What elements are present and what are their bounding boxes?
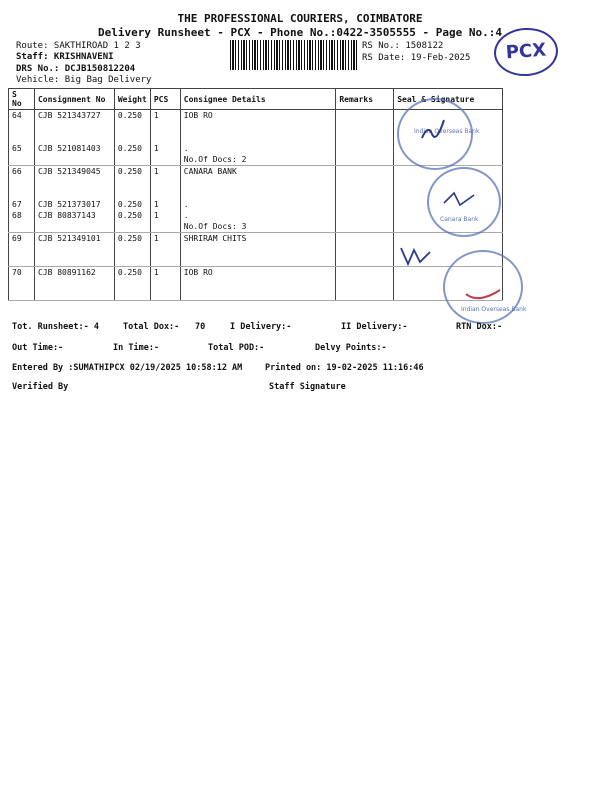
cell-line: 66 — [12, 167, 22, 176]
drs-number: DRS No.: DCJB150812204 — [16, 64, 136, 74]
rs-number: RS No.: 1508122 — [362, 41, 444, 51]
cell-line: 1 — [153, 200, 159, 209]
cell-remarks — [336, 110, 394, 166]
i-delivery: I Delivery:- — [230, 322, 292, 332]
cell-line: 0.250 — [117, 167, 142, 176]
cell-line — [154, 289, 177, 300]
cell-line — [118, 121, 147, 132]
cell-line — [154, 278, 177, 289]
cell-line: CJB 521373017 — [37, 200, 101, 209]
cell-line: No.Of Docs: 3 — [183, 222, 247, 231]
cell-line — [38, 278, 111, 289]
cell-weight — [114, 110, 150, 166]
cell-detail — [180, 267, 336, 301]
staff-label: Staff: KRISHNAVENI — [16, 52, 114, 62]
cell-line: CJB 521349101 — [37, 234, 101, 243]
cell-line: CJB 521349045 — [37, 167, 101, 176]
cell-line — [38, 221, 111, 232]
vehicle-label: Vehicle: Big Bag Delivery — [16, 75, 152, 85]
cell-cn — [34, 110, 114, 166]
signature-4 — [464, 286, 504, 306]
cell-line — [154, 154, 177, 165]
cell-line: 1 — [153, 167, 159, 176]
column-header: PCS — [150, 89, 180, 110]
cell-line — [154, 188, 177, 199]
document-title: THE PROFESSIONAL COURIERS, COIMBATORE — [177, 12, 423, 25]
cell-line: IOB RO — [183, 268, 213, 277]
cell-line: No.Of Docs: 2 — [183, 155, 247, 164]
runsheet-subtitle: Delivery Runsheet - PCX - Phone No.:0422-3505555 - Page No.:4 — [98, 26, 502, 39]
in-time: In Time:- — [113, 343, 160, 353]
printed-on: Printed on: 19-02-2025 11:16:46 — [265, 363, 424, 373]
iob-seal-text: Indian Overseas Bank — [414, 128, 480, 135]
column-header: Seal & Signature — [394, 89, 503, 110]
cell-line — [184, 289, 333, 300]
cell-line — [38, 244, 111, 255]
cell-detail — [180, 166, 336, 233]
cell-line: CJB 80891162 — [37, 268, 96, 277]
cell-line — [118, 132, 147, 143]
ii-delivery: II Delivery:- — [341, 322, 408, 332]
rtn-dox: RTN Dox:- — [456, 322, 503, 332]
cell-line — [12, 289, 31, 300]
cell-line — [12, 154, 31, 165]
cell-line — [184, 121, 333, 132]
delvy-points: Delvy Points:- — [315, 343, 387, 353]
cell-weight — [114, 233, 150, 267]
cell-line — [118, 177, 147, 188]
cell-line: 1 — [153, 144, 159, 153]
cell-line — [12, 177, 31, 188]
rs-date: RS Date: 19-Feb-2025 — [362, 53, 471, 63]
cell-remarks — [336, 267, 394, 301]
cell-line — [12, 188, 31, 199]
signature-2 — [440, 185, 480, 215]
cell-line: 0.250 — [117, 234, 142, 243]
cell-line — [38, 121, 111, 132]
cell-line — [12, 255, 31, 266]
entered-by: Entered By :SUMATHIPCX 02/19/2025 10:58:12 AM — [12, 363, 243, 373]
cell-line: CANARA BANK — [183, 167, 237, 176]
cell-line: SHRIRAM CHITS — [183, 234, 247, 243]
cell-line: CJB 80837143 — [37, 211, 96, 220]
cell-line — [12, 244, 31, 255]
cell-line — [12, 221, 31, 232]
signature-3 — [398, 244, 434, 270]
cell-pcs — [150, 233, 180, 267]
column-header: Consignment No — [34, 89, 114, 110]
column-header: Remarks — [336, 89, 394, 110]
cell-detail — [180, 233, 336, 267]
cell-line — [12, 278, 31, 289]
cell-weight — [114, 166, 150, 233]
cell-line: 1 — [153, 234, 159, 243]
cell-sno — [9, 166, 35, 233]
total-runsheet: Tot. Runsheet:- 4 — [12, 322, 99, 332]
cell-line — [154, 121, 177, 132]
cell-pcs — [150, 267, 180, 301]
cell-line: . — [183, 144, 189, 153]
total-dox-value: 70 — [195, 322, 206, 332]
total-pod: Total POD:- — [208, 343, 265, 353]
out-time: Out Time:- — [12, 343, 64, 353]
cell-line — [154, 255, 177, 266]
cell-line: CJB 521343727 — [37, 111, 101, 120]
pcx-stamp: PCX — [492, 26, 559, 78]
route-label: Route: SAKTHIROAD 1 2 3 — [16, 41, 141, 51]
cell-line: 1 — [153, 111, 159, 120]
cell-line: 1 — [153, 211, 159, 220]
cell-line — [154, 177, 177, 188]
cell-line — [184, 244, 333, 255]
cell-line — [118, 154, 147, 165]
cell-line — [38, 289, 111, 300]
cell-line: CJB 521081403 — [37, 144, 101, 153]
cell-line — [118, 255, 147, 266]
cell-line: . — [183, 200, 189, 209]
cell-line — [184, 132, 333, 143]
cell-line: 0.250 — [117, 200, 142, 209]
cell-line — [118, 221, 147, 232]
cell-line — [118, 278, 147, 289]
cell-line: 0.250 — [117, 268, 142, 277]
cell-sno — [9, 233, 35, 267]
cell-sno — [9, 267, 35, 301]
cell-line — [154, 132, 177, 143]
cell-line: 0.250 — [117, 111, 142, 120]
column-header: Weight — [114, 89, 150, 110]
cell-line — [184, 278, 333, 289]
cell-line — [118, 244, 147, 255]
cell-remarks — [336, 233, 394, 267]
cell-line: 70 — [12, 268, 22, 277]
cell-line: IOB RO — [183, 111, 213, 120]
cell-cn — [34, 166, 114, 233]
cell-line — [118, 188, 147, 199]
cell-pcs — [150, 110, 180, 166]
cell-line: 65 — [12, 144, 22, 153]
cell-line — [118, 289, 147, 300]
staff-signature: Staff Signature — [269, 382, 346, 392]
cell-line — [38, 188, 111, 199]
cell-line: 64 — [12, 111, 22, 120]
cell-line — [38, 255, 111, 266]
cell-cn — [34, 267, 114, 301]
cell-line — [12, 132, 31, 143]
iob-seal-text-2: Indian Overseas Bank — [461, 306, 527, 313]
cell-pcs — [150, 166, 180, 233]
cell-line: 1 — [153, 268, 159, 277]
cell-line: 0.250 — [117, 144, 142, 153]
cell-line — [38, 177, 111, 188]
cell-sno — [9, 110, 35, 166]
cell-line: 67 — [12, 200, 22, 209]
cell-line — [184, 177, 333, 188]
cell-line: 0.250 — [117, 211, 142, 220]
cell-line — [12, 121, 31, 132]
canara-seal-text: Canara Bank — [440, 216, 479, 223]
cell-line — [38, 132, 111, 143]
signature-1 — [418, 116, 448, 146]
cell-line: 68 — [12, 211, 22, 220]
column-header: S No — [9, 89, 35, 110]
cell-cn — [34, 233, 114, 267]
cell-weight — [114, 267, 150, 301]
cell-line: 69 — [12, 234, 22, 243]
cell-line — [38, 154, 111, 165]
cell-detail — [180, 110, 336, 166]
cell-line — [154, 244, 177, 255]
cell-line — [184, 188, 333, 199]
cell-line — [184, 255, 333, 266]
cell-line — [154, 221, 177, 232]
barcode-image — [230, 40, 358, 70]
total-dox-label: Total Dox:- — [123, 322, 180, 332]
cell-remarks — [336, 166, 394, 233]
table-row — [9, 267, 503, 301]
column-header: Consignee Details — [180, 89, 336, 110]
verified-by: Verified By — [12, 382, 69, 392]
cell-line: . — [183, 211, 189, 220]
